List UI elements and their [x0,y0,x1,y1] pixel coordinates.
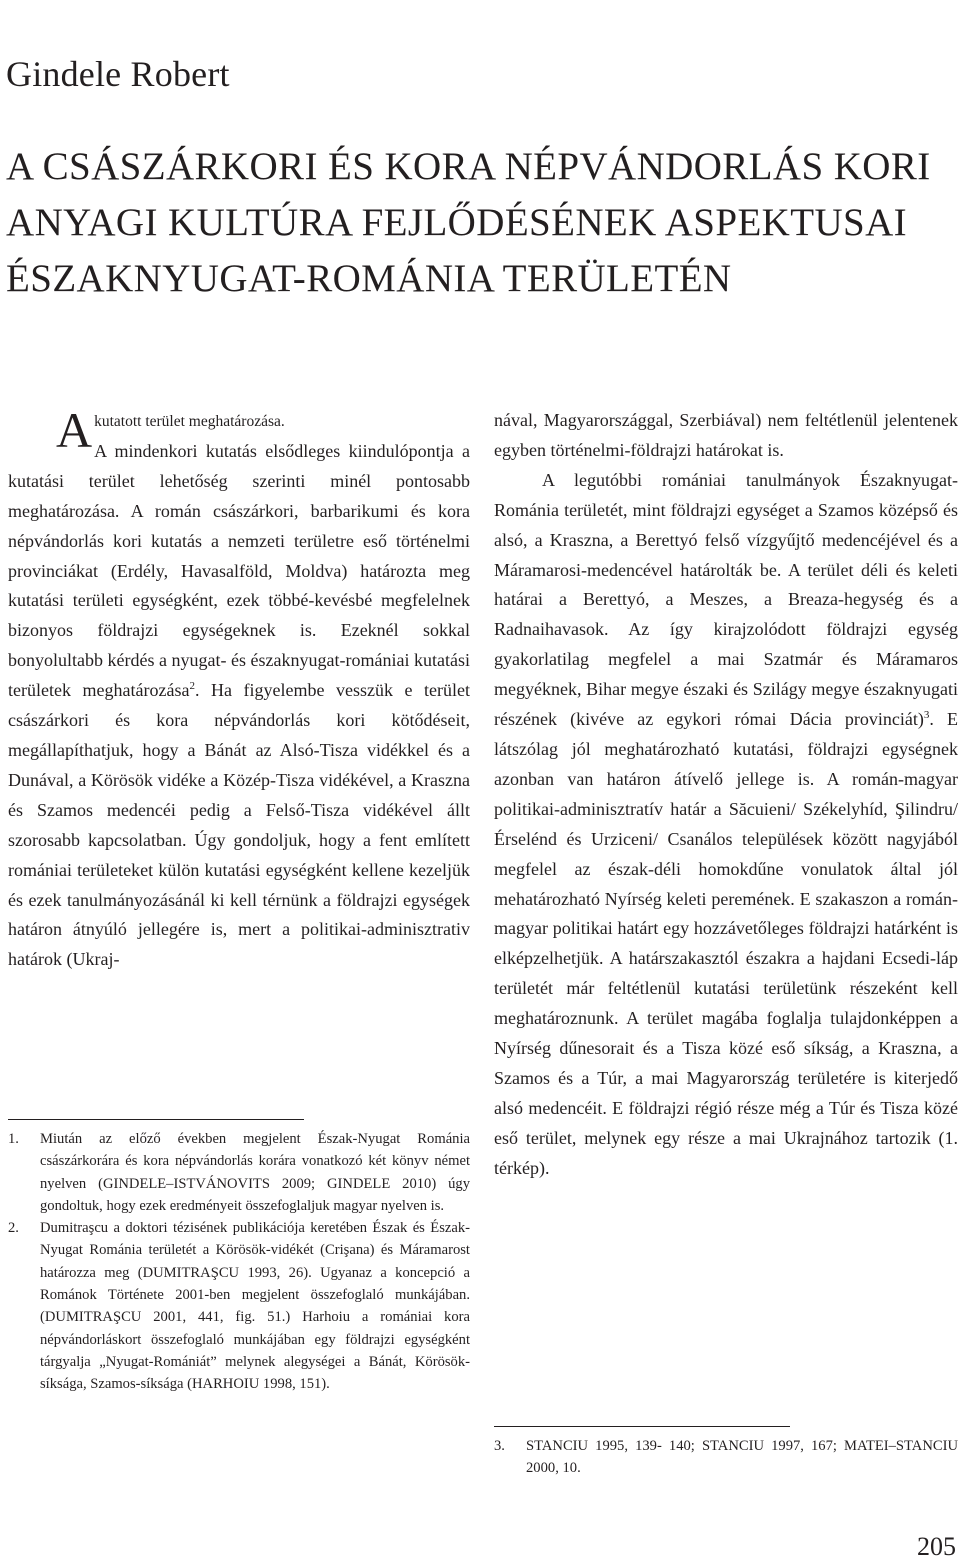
article-title [6,139,956,307]
left-column [8,402,470,1396]
footnote-2 [8,1217,470,1395]
footnote-divider-right [494,1426,790,1427]
footnote-number: 3. [494,1438,505,1454]
title-line-2: ANYAGI KULTÚRA FEJLŐDÉSÉNEK ASPEKTUSAI [6,201,908,244]
title-line-3: ÉSZAKNYUGAT-ROMÁNIA TERÜLETÉN [6,257,732,300]
page-number: 205 [917,1532,956,1561]
footnote-divider [8,1119,304,1120]
footnote-number: 2. [8,1220,19,1237]
left-paragraph-1c: . Ha figyelembe vesszük e terület császárkori és kora népvándorlás kori kötődéseit, megállapíthatjuk, hogy a Bánát az Alsó-Tisza vidékkel és a Dunával, a Körösök vidéke a Közép-Tisza vidékével, a Kraszna és Szamos medencéi pedig a Felső-Tisza vidékével állt szorosabb kapcsolatban. Úgy gondoljuk, hogy a fent említett romániai területeket külön kutatási egységként kellene kezeljük és ezek tanulmányozásánál ki kell térnünk a földrajzi egységek határon átnyúló jellegére is, mert a politikai-adminisztrativ határok (Ukraj- [8,680,470,970]
right-paragraph-2 [494,466,958,1184]
author-name: Gindele Robert [6,54,230,94]
footnote-text: Miután az előző években megjelent Észak-Nyugat Románia császárkorára és kora népvándorlás korára vonatkozó két könyv német nyelven (GINDELE–ISTVÁNOVITS 2009; GINDELE 2010) úgy gondoltuk, hogy ezek eredményeit összefoglaljuk magyar nyelven is. [40,1131,470,1214]
right-paragraph-2a: A legutóbbi romániai tanulmányok Északnyugat-Románia területét, mint földrajzi egységet a Szamos középső és alsó, a Kraszna, a Berettyó felső vízgyűjtő medencéjével és a Máramarosi-medencével határolták be. A terület déli és keleti határai a Berettyó, a Meszes, a Breaza-hegység és a Radnaihavasok. Az így kirajzolódott földrajzi egység gyakorlatilag megfelel a mai Szatmár és Máramaros megyéknek, Bihar megye északi és Szilágy megye északnyugati részének (kivéve az egykori római Dácia provinciát) [494,469,958,730]
footnote-text: Dumitraşcu a doktori tézisének publikációja keretében Észak és Észak-Nyugat Románia területét a Körösök-vidékét (Crişana) és Máramarost határozza meg (DUMITRAŞCU 1993, 26). Ugyanaz a koncepció a Románok Története 2001-ben megjelent összefoglaló munkájában. (DUMITRAŞCU 2001, 441, fig. 51.) Harhoiu a romániai kora népvándorláskort összefoglaló munkájában egy földrajzi egységként tárgyalja „Nyugat-Romániát” melynek alegységei a Bánát, Körösök-síksága, Szamos-síksága (HARHOIU 1998, 151). [40,1220,470,1393]
left-body [8,402,470,1071]
footnote-1 [8,1128,470,1217]
footnote-3 [494,1435,958,1480]
footnote-ref-3[interactable]: 3 [923,709,930,722]
right-paragraph-2b: . E látszólag jól meghatározható kutatási, földrajzi egységnek azonban van határon átívelő jellege is. A román-magyar politikai-adminisztratív határ a Săcuieni/ Székelyhíd, Şilindru/ Érselénd és Urziceni/ Csanálos települések között nagyjából megfelel az észak-déli homokdűne vonulatok által jól mehatározható Nyírség keleti peremének. E szakaszon a román-magyar politikai határt egy hozzávetőleges földrajzi határként is elképzelhetjük. A határszakasztól északra a hajdani Ecsedi-láp területét már feltétlenül kutatási területünk részeként kell meghatároznunk. A terület magába foglalja tulajdonképpen a Nyírség dűnesorait és a Tisza közé eső síkság, a Kraszna, a Szamos és a Túr, a mai Magyarország területére is kiterjedő alsó medencéit. E földrajzi régió része még a Túr és Tisza közé eső terület, melynek egy része a mai Ukrajnához tartozik (1. térkép). [494,709,958,1178]
left-paragraph-1b: A román császárkori, barbarikumi és kora népvándorlás kori kutatás a nemzeti területre eső történelmi provinciákat (Erdély, Havasalföld, Moldva) határozta meg kutatási területi egységként, ezek többé-kevésbé megfelelnek bizonyos földrajzi egységeknek is. Ezeknél sokkal bonyolultabb kérdés a nyugat- és északnyugat-romániai kutatási területek meghatározása [8,500,470,701]
footnotes-right [494,1435,958,1480]
right-column [494,406,958,1480]
left-paragraph-1: A mindenkori kutatás elsődleges kiindulópontja a kutatási terület lehetőség szerinti minél pontosabb meghatározása. [8,440,470,521]
footnote-number: 1. [8,1131,19,1147]
footnotes-left [8,1128,470,1396]
right-paragraph-1: nával, Magyarországgal, Szerbiával) nem feltétlenül jelentenek egyben történelmi-földrajzi határokat is. [494,410,958,460]
section-heading: kutatott terület meghatározása. [94,413,285,430]
footnote-ref-2[interactable]: 2 [189,680,195,693]
right-body [494,406,958,1396]
footnote-text: STANCIU 1995, 139- 140; STANCIU 1997, 167; MATEI–STANCIU 2000, 10. [526,1438,958,1477]
title-line-1: A CSÁSZÁRKORI ÉS KORA NÉPVÁNDORLÁS KORI [6,145,931,188]
section-intro [8,402,470,975]
dropcap-letter: A [56,402,93,458]
